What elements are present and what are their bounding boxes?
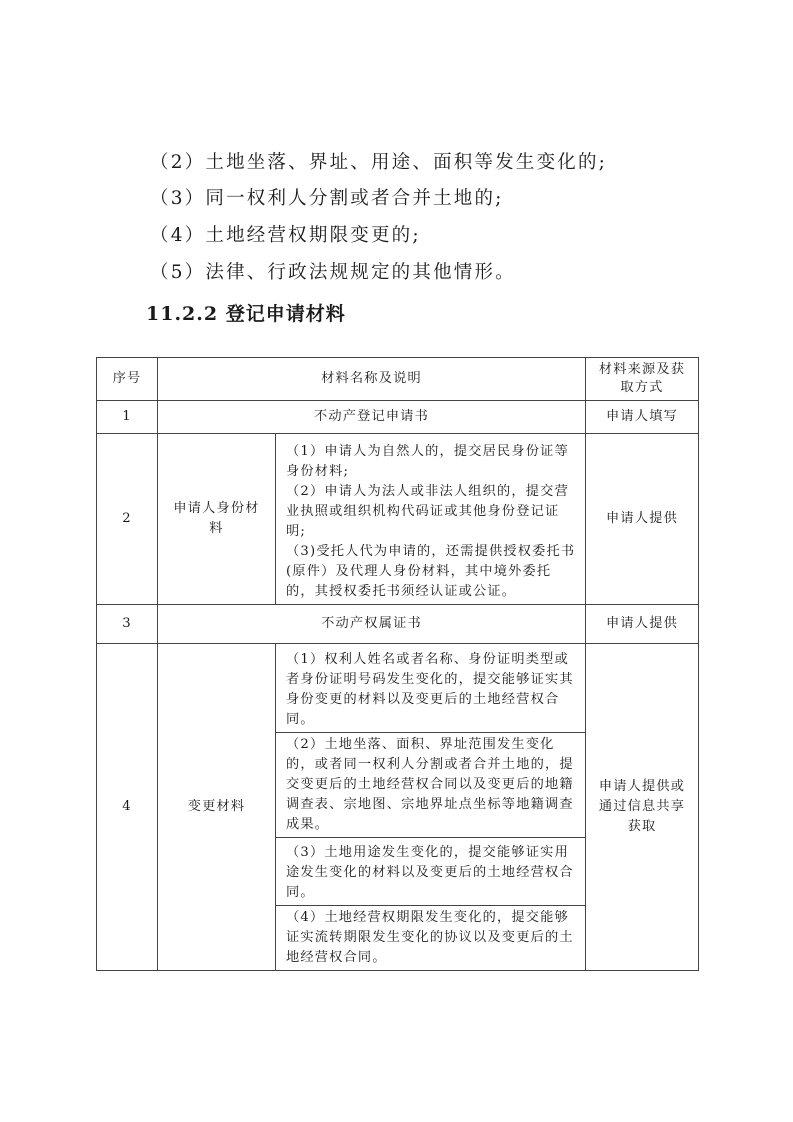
table-row bbox=[97, 434, 699, 605]
row-index: 3 bbox=[97, 605, 158, 644]
row-name: 申请人身份材料 bbox=[158, 434, 276, 605]
section-heading: 11.2.2 登记申请材料 bbox=[146, 303, 346, 325]
row-description-item: （3）土地用途发生变化的，提交能够证实用途发生变化的材料以及变更后的土地经营权合同。 bbox=[276, 838, 586, 906]
row-source: 申请人提供或通过信息共享获取 bbox=[586, 644, 699, 971]
table-header-row bbox=[97, 358, 699, 401]
table-row bbox=[97, 605, 699, 644]
row-name: 不动产权属证书 bbox=[158, 605, 586, 644]
row-description-item: （2）土地坐落、面积、界址范围发生变化的，或者同一权利人分割或者合并土地的，提交变更后的土地经营权合同以及变更后的地籍调查表、宗地图、宗地界址点坐标等地籍调查成果。 bbox=[276, 733, 586, 838]
row-index: 2 bbox=[97, 434, 158, 605]
header-name: 材料名称及说明 bbox=[158, 358, 586, 401]
row-source: 申请人提供 bbox=[586, 434, 699, 605]
paragraph-line: （3）同一权利人分割或者合并土地的; bbox=[150, 188, 504, 209]
row-description: （1）申请人为自然人的，提交居民身份证等身份材料; （2）申请人为法人或非法人组织的，提交营业执照或组织机构代码证或其他身份登记证明; （3)受托人代为申请的，还需提供授权委托书(原件）及代理人身份材料，其中境外委托的，其授权委托书须经认证或公证。 bbox=[276, 434, 586, 605]
row-description-item: （4）土地经营权期限发生变化的，提交能够证实流转期限发生变化的协议以及变更后的土地经营权合同。 bbox=[276, 906, 586, 971]
table-row bbox=[97, 644, 699, 733]
paragraph-line: （4）土地经营权期限变更的; bbox=[150, 225, 421, 246]
table-row bbox=[97, 401, 699, 434]
row-index: 1 bbox=[97, 401, 158, 434]
row-description-item: （1）权利人姓名或者名称、身份证明类型或者身份证明号码发生变化的，提交能够证实其身份变更的材料以及变更后的土地经营权合同。 bbox=[276, 644, 586, 733]
row-name: 变更材料 bbox=[158, 644, 276, 971]
header-index: 序号 bbox=[97, 358, 158, 401]
row-source: 申请人提供 bbox=[586, 605, 699, 644]
row-source: 申请人填写 bbox=[586, 401, 699, 434]
row-name: 不动产登记申请书 bbox=[158, 401, 586, 434]
materials-table bbox=[96, 357, 699, 971]
row-index: 4 bbox=[97, 644, 158, 971]
paragraph-line: （5）法律、行政法规规定的其他情形。 bbox=[150, 262, 516, 283]
header-source: 材料来源及获取方式 bbox=[586, 358, 699, 401]
paragraph-line: （2）土地坐落、界址、用途、面积等发生变化的; bbox=[150, 152, 608, 173]
